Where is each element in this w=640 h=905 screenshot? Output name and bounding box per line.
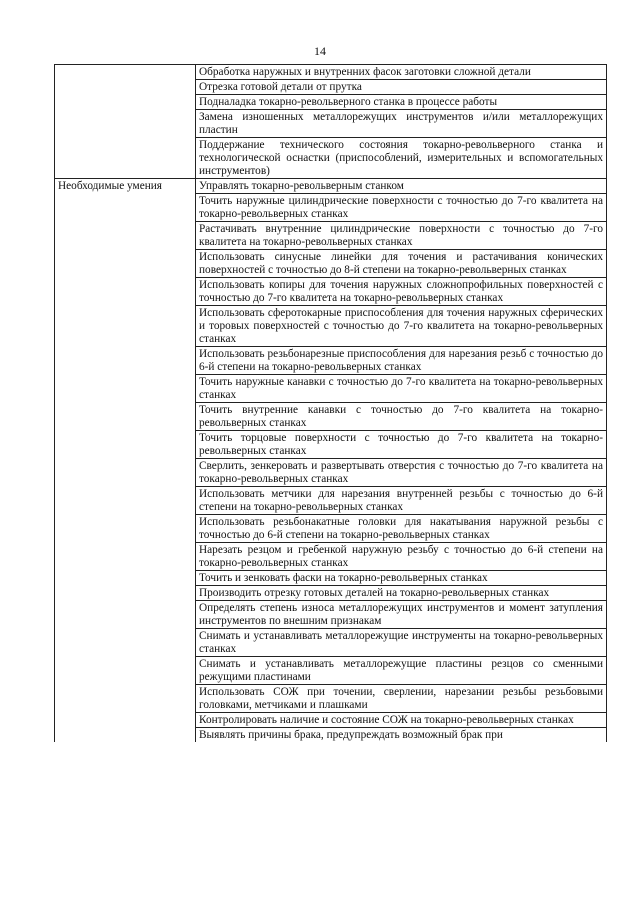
skill-cell: Выявлять причины брака, предупреждать возможный брак при (196, 728, 607, 743)
table-cell: Замена изношенных металлорежущих инструментов и/или металлорежущих пластин (196, 110, 607, 138)
skill-cell: Растачивать внутренние цилиндрические поверхности с точностью до 7-го квалитета на токарно-револьверных станках (196, 222, 607, 250)
table-cell: Обработка наружных и внутренних фасок заготовки сложной детали (196, 65, 607, 80)
empty-label-cell (55, 65, 196, 179)
skills-label-cell: Необходимые умения (55, 179, 196, 743)
skill-cell: Нарезать резцом и гребенкой наружную резьбу с точностью до 6-й степени на токарно-револьверных станках (196, 543, 607, 571)
skill-cell: Производить отрезку готовых деталей на токарно-револьверных станках (196, 586, 607, 601)
skill-cell: Использовать резьбонакатные головки для накатывания наружной резьбы с точностью до 6-й степени на токарно-револьверных станках (196, 515, 607, 543)
skill-cell: Точить наружные канавки с точностью до 7-го квалитета на токарно-револьверных станках (196, 375, 607, 403)
skill-cell: Использовать метчики для нарезания внутренней резьбы с точностью до 6-й степени на токарно-револьверных станках (196, 487, 607, 515)
table-cell: Поддержание технического состояния токарно-револьверного станка и технологической оснастки (приспособлений, измерительных и вспомогательных инструментов) (196, 138, 607, 179)
skill-cell: Использовать резьбонарезные приспособления для нарезания резьб с точностью до 6-й степени на токарно-револьверных станках (196, 347, 607, 375)
skill-cell: Управлять токарно-револьверным станком (196, 179, 607, 194)
skill-cell: Снимать и устанавливать металлорежущие инструменты на токарно-револьверных станках (196, 629, 607, 657)
table-row (55, 179, 607, 194)
skill-cell: Использовать СОЖ при точении, сверлении, нарезании резьбы резьбовыми головками, метчиками и плашками (196, 685, 607, 713)
skill-cell: Точить и зенковать фаски на токарно-револьверных станках (196, 571, 607, 586)
skill-cell: Использовать копиры для точения наружных сложнопрофильных поверхностей с точностью до 7-го квалитета на токарно-револьверных станках (196, 278, 607, 306)
skill-cell: Точить торцовые поверхности с точностью до 7-го квалитета на токарно-револьверных станках (196, 431, 607, 459)
page-number: 14 (314, 44, 326, 58)
skill-cell: Снимать и устанавливать металлорежущие пластины резцов со сменными режущими пластинами (196, 657, 607, 685)
skill-cell: Сверлить, зенкеровать и развертывать отверстия с точностью до 7-го квалитета на токарно-револьверных станках (196, 459, 607, 487)
table-cell: Отрезка готовой детали от прутка (196, 80, 607, 95)
skill-cell: Использовать сферотокарные приспособления для точения наружных сферических и торовых поверхностей с точностью до 7-го квалитета на токарно-револьверных станках (196, 306, 607, 347)
table-cell: Подналадка токарно-револьверного станка в процессе работы (196, 95, 607, 110)
skill-cell: Определять степень износа металлорежущих инструментов и момент затупления инструментов по внешним признакам (196, 601, 607, 629)
table-row (55, 65, 607, 80)
skill-cell: Точить внутренние канавки с точностью до 7-го квалитета на токарно-револьверных станках (196, 403, 607, 431)
skill-cell: Использовать синусные линейки для точения и растачивания конических поверхностей с точностью до 8-й степени на токарно-револьверных станках (196, 250, 607, 278)
requirements-table (54, 64, 607, 742)
skill-cell: Точить наружные цилиндрические поверхности с точностью до 7-го квалитета на токарно-револьверных станках (196, 194, 607, 222)
skill-cell: Контролировать наличие и состояние СОЖ на токарно-револьверных станках (196, 713, 607, 728)
